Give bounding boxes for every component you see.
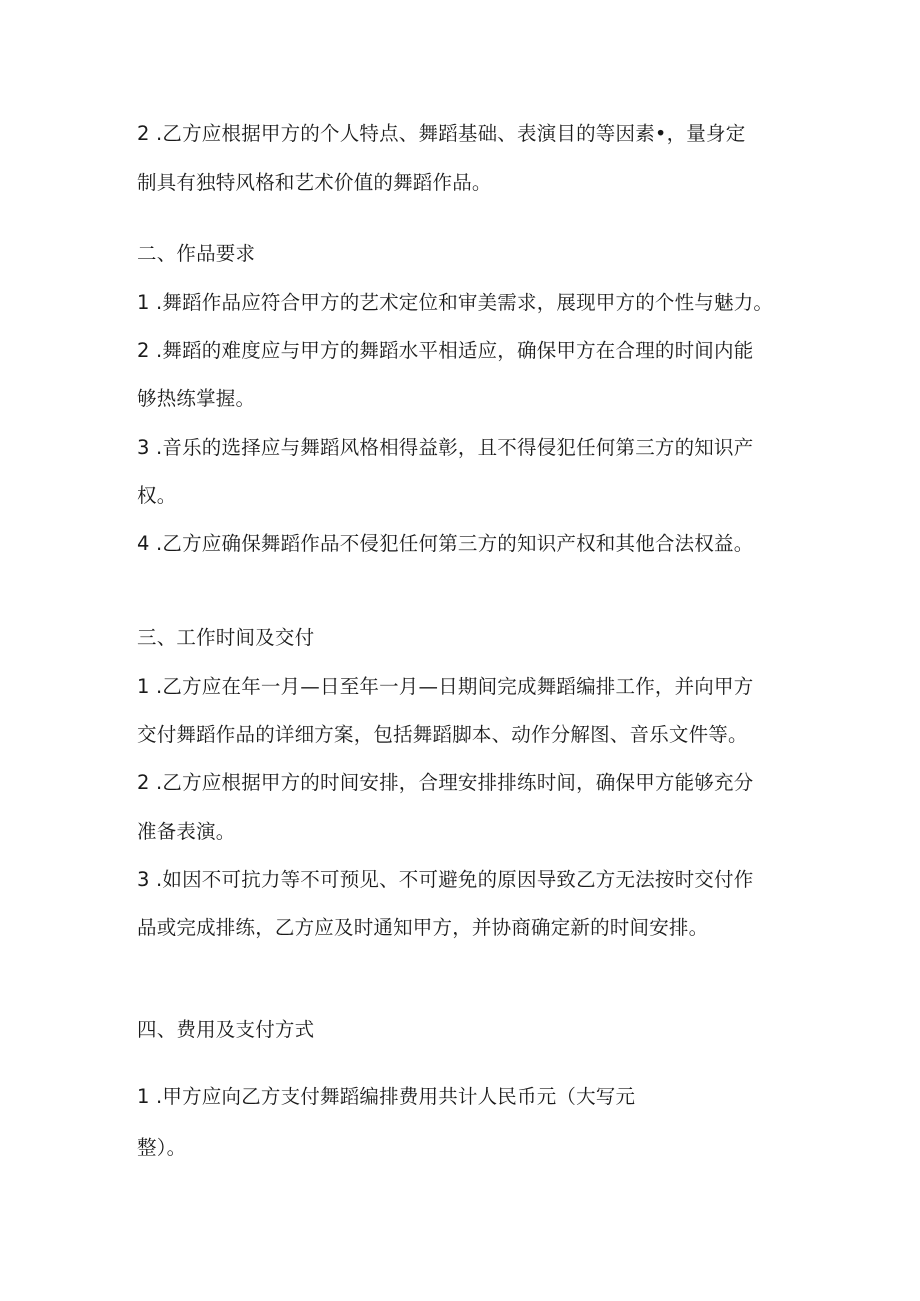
paragraph-line: 准备表演。	[137, 820, 236, 843]
paragraph-line: 权。	[137, 484, 177, 507]
paragraph-line: 品或完成排练，乙方应及时通知甲方，并协商确定新的时间安排。	[137, 916, 709, 939]
paragraph-line: 2 .乙方应根据甲方的时间安排，合理安排排练时间，确保甲方能够充分	[137, 771, 754, 794]
paragraph-line: 交付舞蹈作品的详细方案，包括舞蹈脚本、动作分解图、音乐文件等。	[137, 723, 748, 746]
paragraph-line: 1 .舞蹈作品应符合甲方的艺术定位和审美需求，展现甲方的个性与魅力。	[137, 291, 774, 314]
paragraph-line: 2 .舞蹈的难度应与甲方的舞蹈水平相适应，确保甲方在合理的时间内能	[137, 339, 754, 362]
paragraph-line: 制具有独特风格和艺术价值的舞蹈作品。	[137, 171, 492, 194]
paragraph-line: 2 .乙方应根据甲方的个人特点、舞蹈基础、表演目的等因素•，量身定	[137, 122, 746, 145]
paragraph-line: 3 .如因不可抗力等不可预见、不可避免的原因导致乙方无法按时交付作	[137, 868, 754, 891]
section-heading: 三、工作时间及交付	[137, 626, 315, 649]
paragraph-line: 3 .音乐的选择应与舞蹈风格相得益彰，且不得侵犯任何第三方的知识产	[137, 436, 754, 459]
section-heading: 四、费用及支付方式	[137, 1018, 315, 1041]
paragraph-line: 1 .甲方应向乙方支付舞蹈编排费用共计人民币元（大写元	[137, 1085, 636, 1108]
paragraph-line: 整）。	[137, 1136, 187, 1159]
paragraph-line: 够热练掌握。	[137, 387, 256, 410]
paragraph-line: 1 .乙方应在年一月—日至年一月—日期间完成舞蹈编排工作，并向甲方	[137, 675, 754, 698]
paragraph-line: 4 .乙方应确保舞蹈作品不侵犯任何第三方的知识产权和其他合法权益。	[137, 532, 754, 555]
section-heading: 二、作品要求	[137, 242, 256, 265]
